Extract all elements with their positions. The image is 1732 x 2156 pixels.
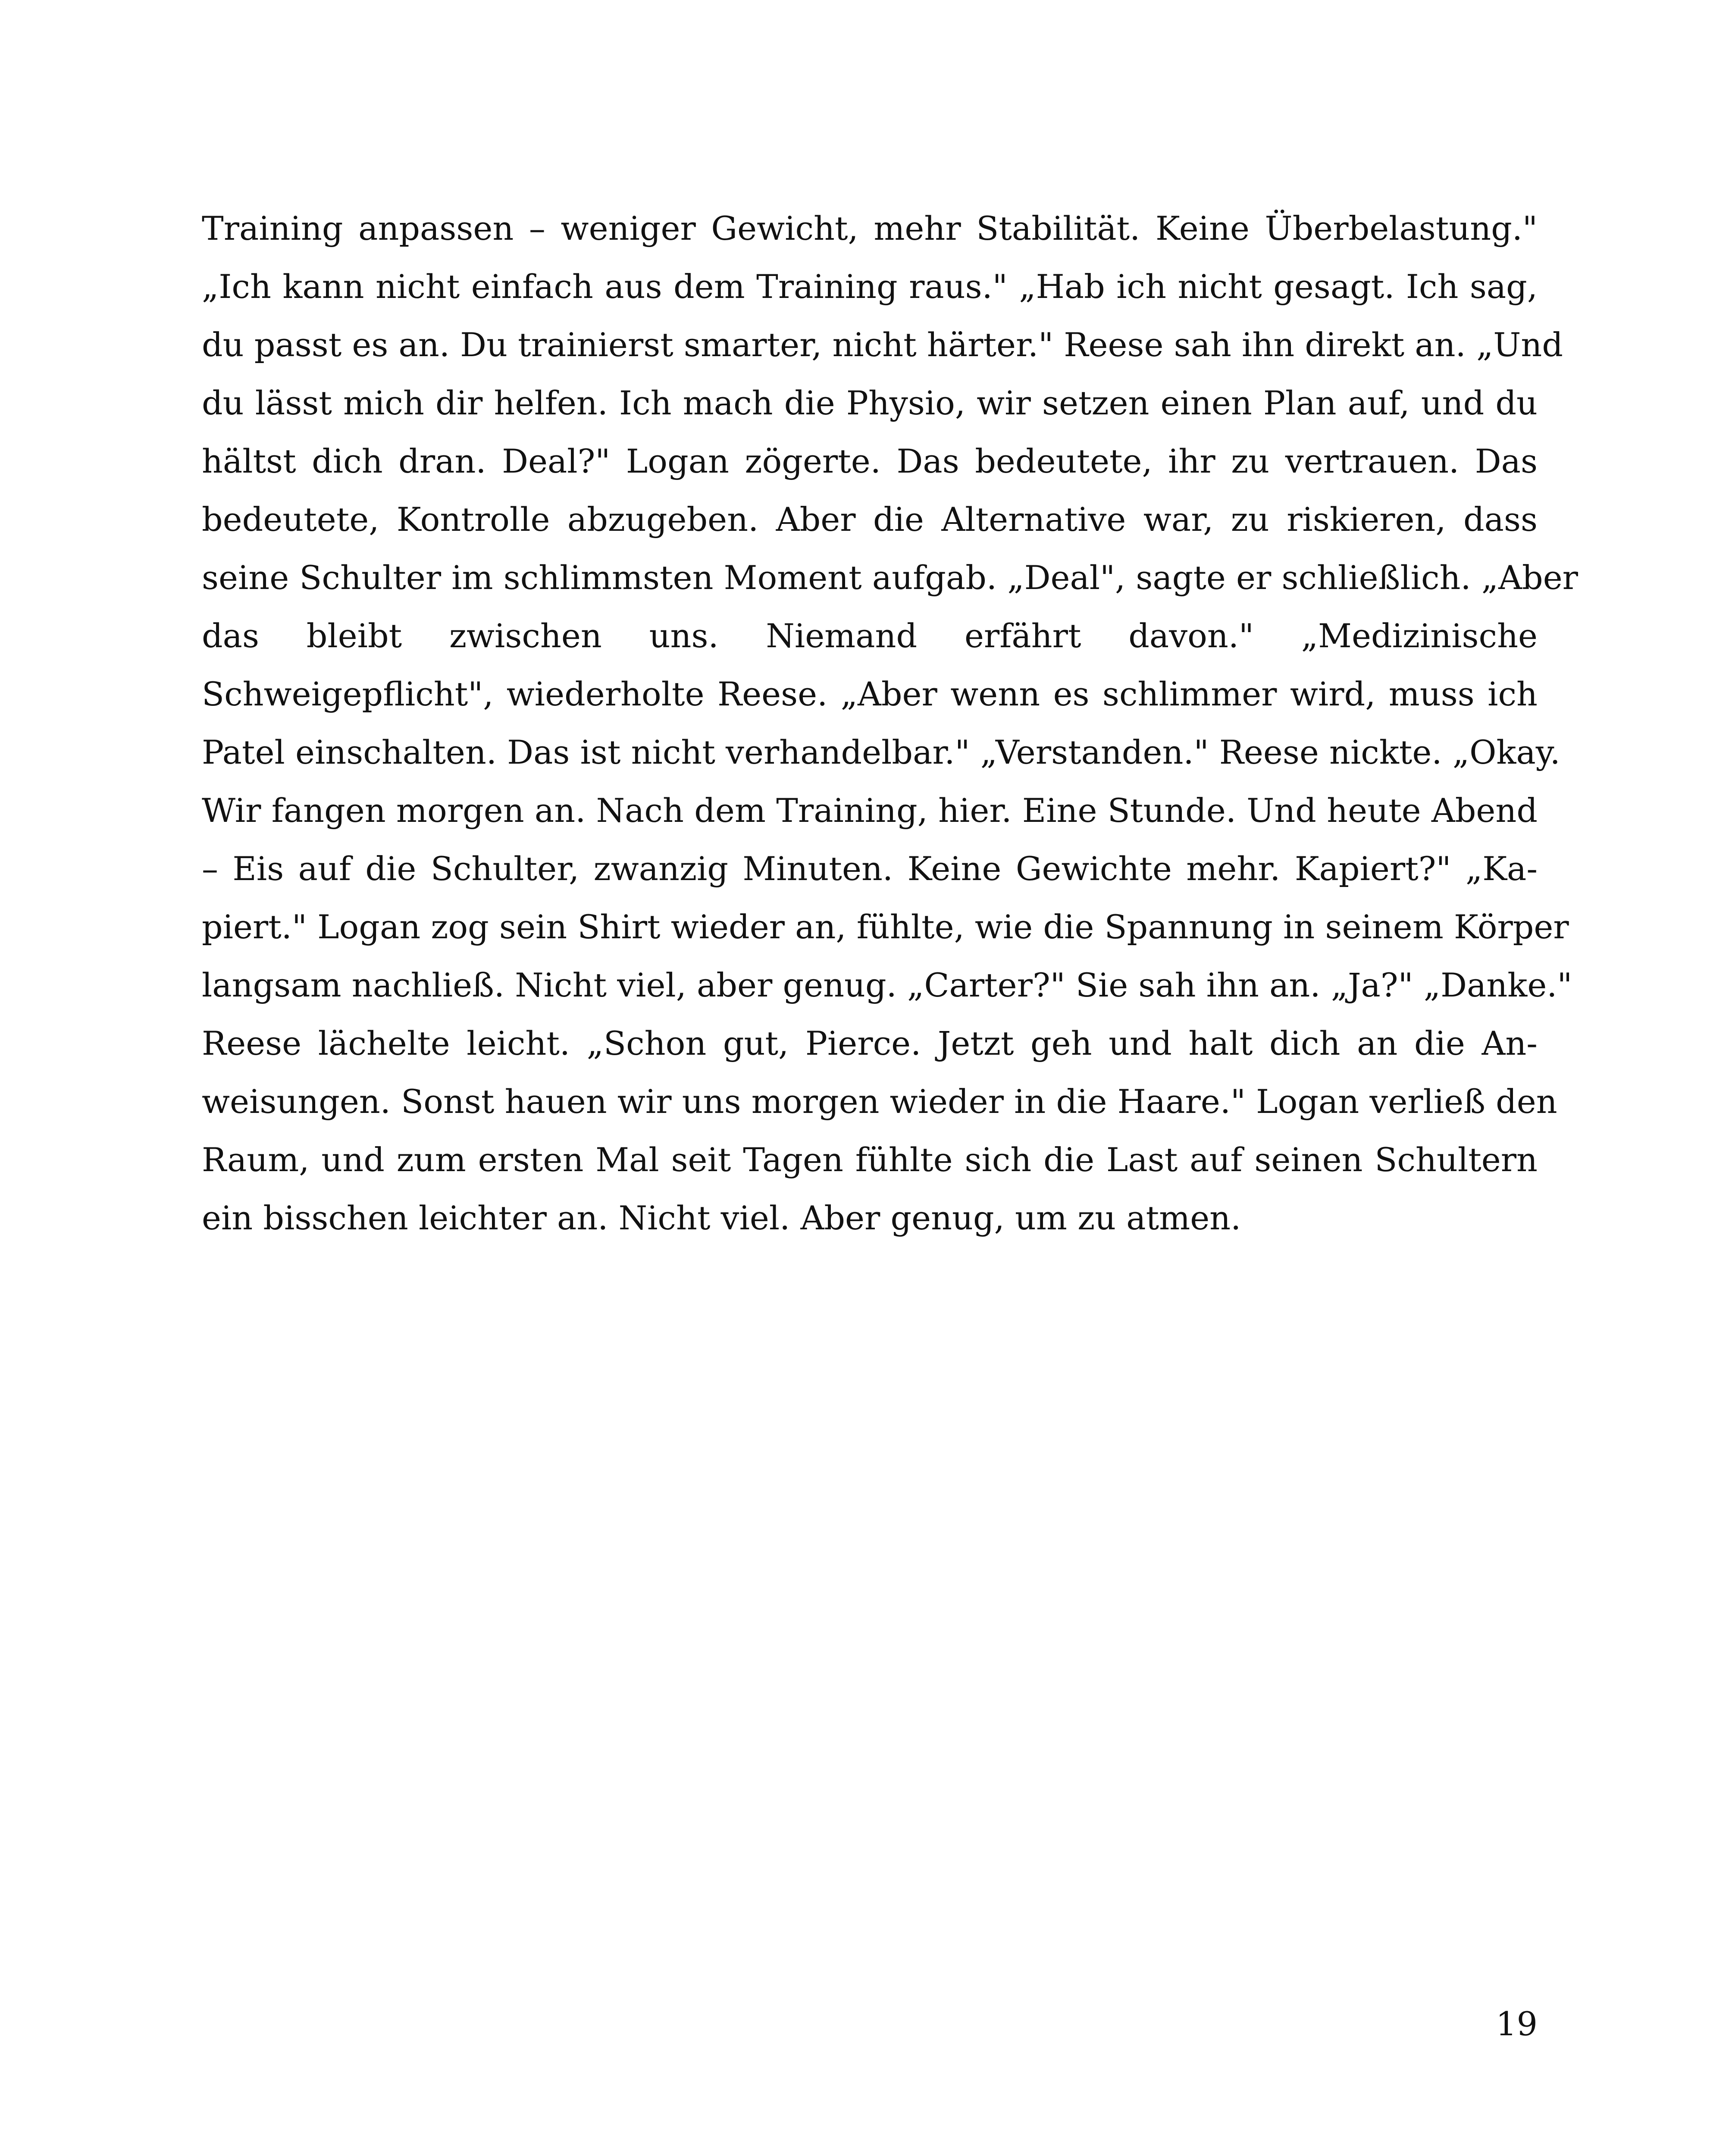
- text-line: bedeutete, Kontrolle abzugeben. Aber die Alternative war, zu riskieren, dass: [202, 500, 1538, 539]
- text-line: Wir fangen morgen an. Nach dem Training, hier. Eine Stunde. Und heute Abend: [202, 791, 1538, 830]
- text-line: Schweigepflicht", wiederholte Reese. „Aber wenn es schlimmer wird, muss ich: [202, 675, 1538, 713]
- text-line: – Eis auf die Schulter, zwanzig Minuten. Keine Gewichte mehr. Kapiert?" „Ka-: [202, 849, 1538, 888]
- text-line: Training anpassen – weniger Gewicht, mehr Stabilität. Keine Überbelastung.": [202, 209, 1538, 248]
- text-line: weisungen. Sonst hauen wir uns morgen wieder in die Haare." Logan verließ den: [202, 1082, 1557, 1121]
- text-line: du lässt mich dir helfen. Ich mach die Physio, wir setzen einen Plan auf, und du: [202, 384, 1538, 422]
- page-number: 19: [1496, 2005, 1538, 2043]
- text-line: langsam nachließ. Nicht viel, aber genug. „Carter?" Sie sah ihn an. „Ja?" „Danke.": [202, 966, 1572, 1004]
- text-line: Raum, und zum ersten Mal seit Tagen fühlte sich die Last auf seinen Schultern: [202, 1141, 1538, 1179]
- text-line: ein bisschen leichter an. Nicht viel. Aber genug, um zu atmen.: [202, 1199, 1241, 1237]
- text-line: hältst dich dran. Deal?" Logan zögerte. Das bedeutete, ihr zu vertrauen. Das: [202, 442, 1538, 480]
- body-text: [202, 199, 1578, 1247]
- text-line: „Ich kann nicht einfach aus dem Training raus." „Hab ich nicht gesagt. Ich sag,: [202, 267, 1538, 306]
- text-line: seine Schulter im schlimmsten Moment aufgab. „Deal", sagte er schließlich. „Aber: [202, 558, 1578, 597]
- text-line: das bleibt zwischen uns. Niemand erfährt davon." „Medizinische: [202, 617, 1538, 655]
- text-line: Patel einschalten. Das ist nicht verhandelbar." „Verstanden." Reese nickte. „Okay.: [202, 733, 1560, 771]
- text-line: Reese lächelte leicht. „Schon gut, Pierce. Jetzt geh und halt dich an die An-: [202, 1024, 1538, 1062]
- text-line: du passt es an. Du trainierst smarter, nicht härter." Reese sah ihn direkt an. „Und: [202, 326, 1563, 364]
- text-line: piert." Logan zog sein Shirt wieder an, fühlte, wie die Spannung in seinem Körper: [202, 908, 1569, 946]
